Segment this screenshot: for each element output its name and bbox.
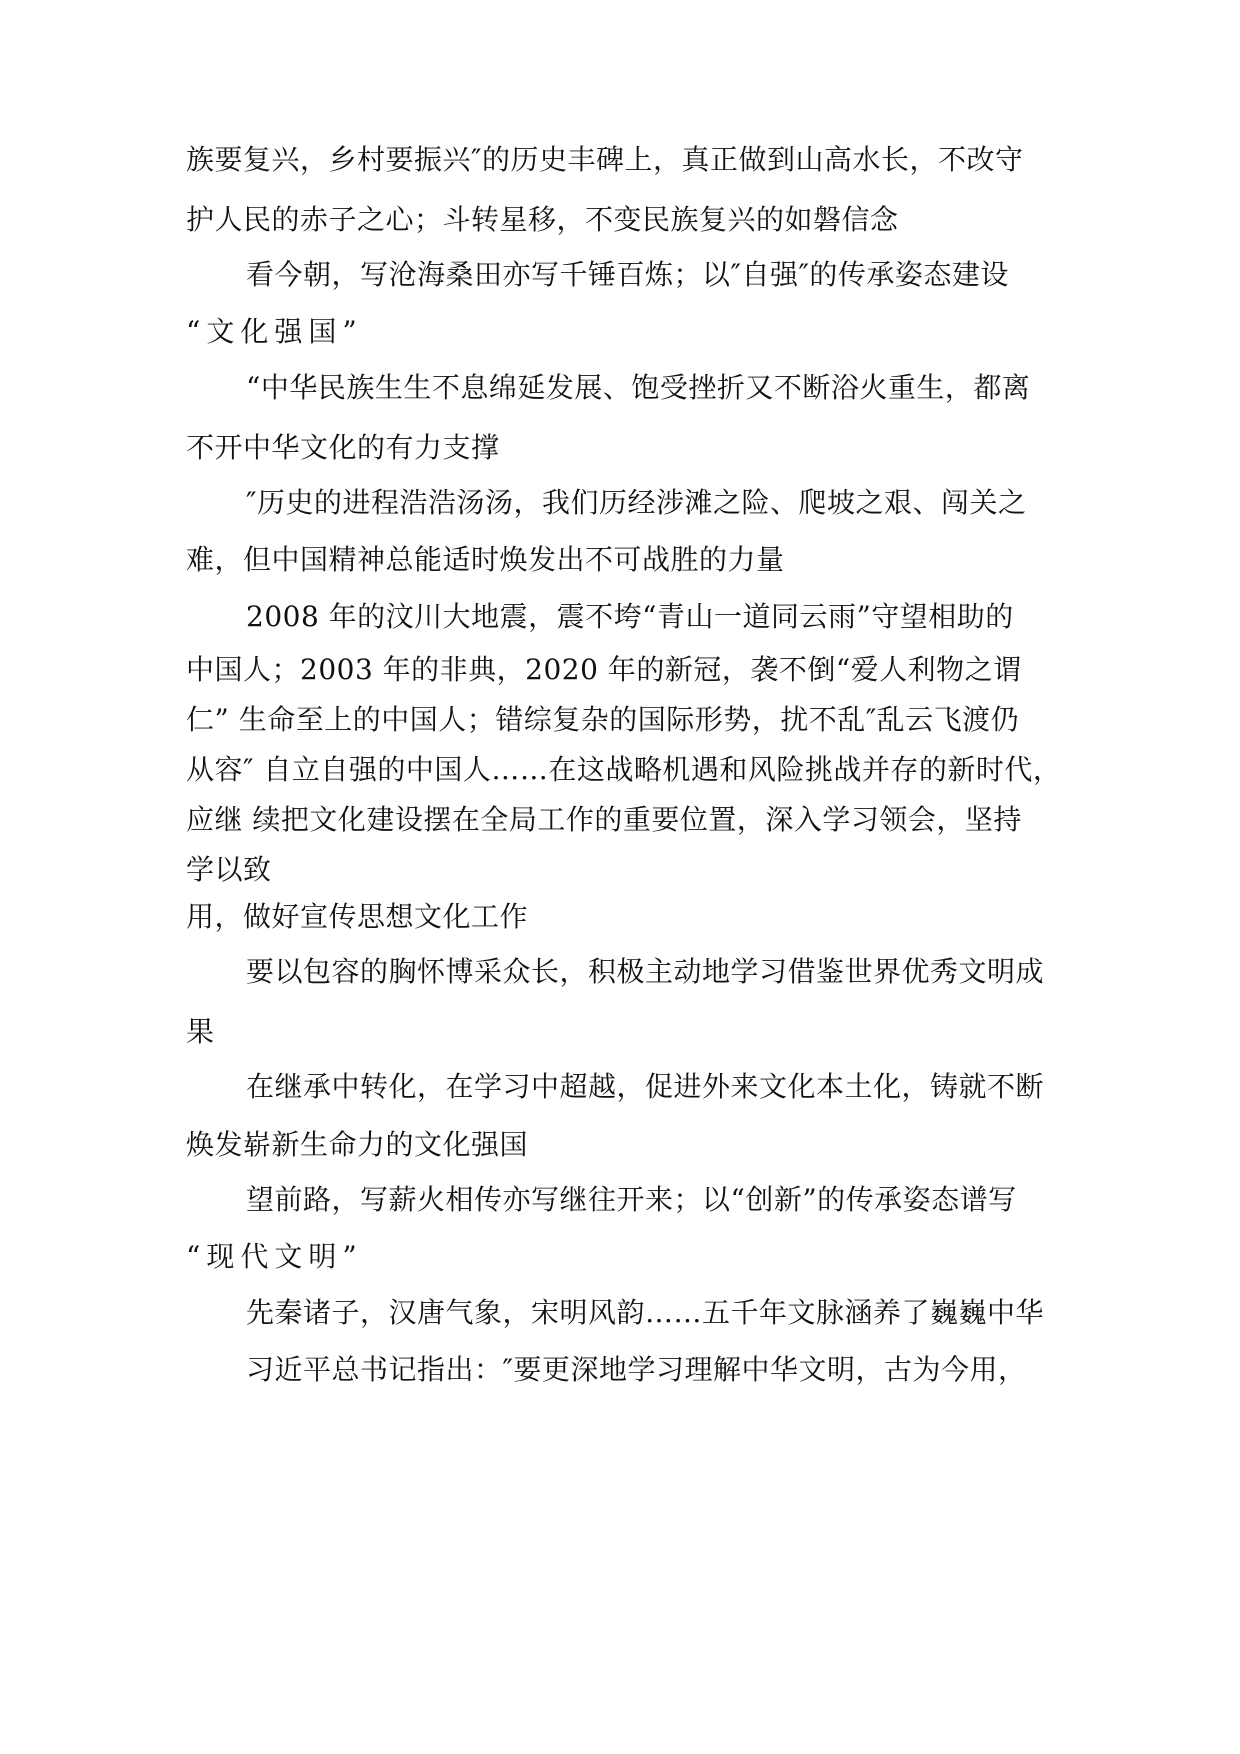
paragraph-line: 中国人；2003 年的非典，2020 年的新冠，袭不倒“爱人利物之谓 xyxy=(186,653,1022,686)
paragraph-line: 应继 续把文化建设摆在全局工作的重要位置，深入学习领会，坚持 xyxy=(186,803,1022,836)
paragraph-line: 果 xyxy=(186,1015,215,1048)
paragraph-line: “中华民族生生不息绵延发展、饱受挫折又不断浴火重生，都离 xyxy=(246,371,1031,404)
paragraph-line: 难，但中国精神总能适时焕发出不可战胜的力量 xyxy=(186,543,785,576)
section-heading: “文化强国” xyxy=(186,315,363,348)
paragraph-line: 先秦诸子，汉唐气象，宋明风韵……五千年文脉涵养了巍巍中华 xyxy=(246,1296,1045,1329)
paragraph-line: 族要复兴，乡村要振兴″的历史丰碑上，真正做到山高水长，不改守 xyxy=(186,143,1024,176)
paragraph-line: 焕发崭新生命力的文化强国 xyxy=(186,1128,529,1161)
paragraph-line: 从容″ 自立自强的中国人……在这战略机遇和风险挑战并存的新时代， xyxy=(186,753,1062,786)
paragraph-line: 2008 年的汶川大地震，震不垮“青山一道同云雨”守望相助的 xyxy=(246,600,1014,633)
paragraph-line: 看今朝，写沧海桑田亦写千锤百炼；以″自强″的传承姿态建设 xyxy=(246,258,1009,291)
paragraph-line: 护人民的赤子之心；斗转星移，不变民族复兴的如磐信念 xyxy=(186,203,899,236)
section-heading: “现代文明” xyxy=(186,1240,363,1273)
paragraph-line: 学以致 xyxy=(186,853,272,886)
paragraph-line: ″历史的进程浩浩汤汤，我们历经涉滩之险、爬坡之艰、闯关之 xyxy=(246,486,1027,519)
paragraph-line: 望前路，写薪火相传亦写继往开来；以“创新”的传承姿态谱写 xyxy=(246,1183,1017,1216)
paragraph-line: 要以包容的胸怀博采众长，积极主动地学习借鉴世界优秀文明成 xyxy=(246,955,1045,988)
paragraph-line: 习近平总书记指出：″要更深地学习理解中华文明，古为今用， xyxy=(246,1353,1027,1386)
paragraph-line: 用，做好宣传思想文化工作 xyxy=(186,900,529,933)
paragraph-line: 在继承中转化，在学习中超越，促进外来文化本土化，铸就不断 xyxy=(246,1070,1045,1103)
paragraph-line: 不开中华文化的有力支撑 xyxy=(186,431,500,464)
paragraph-line: 仁” 生命至上的中国人；错综复杂的国际形势，扰不乱″乱云飞渡仍 xyxy=(186,703,1020,736)
